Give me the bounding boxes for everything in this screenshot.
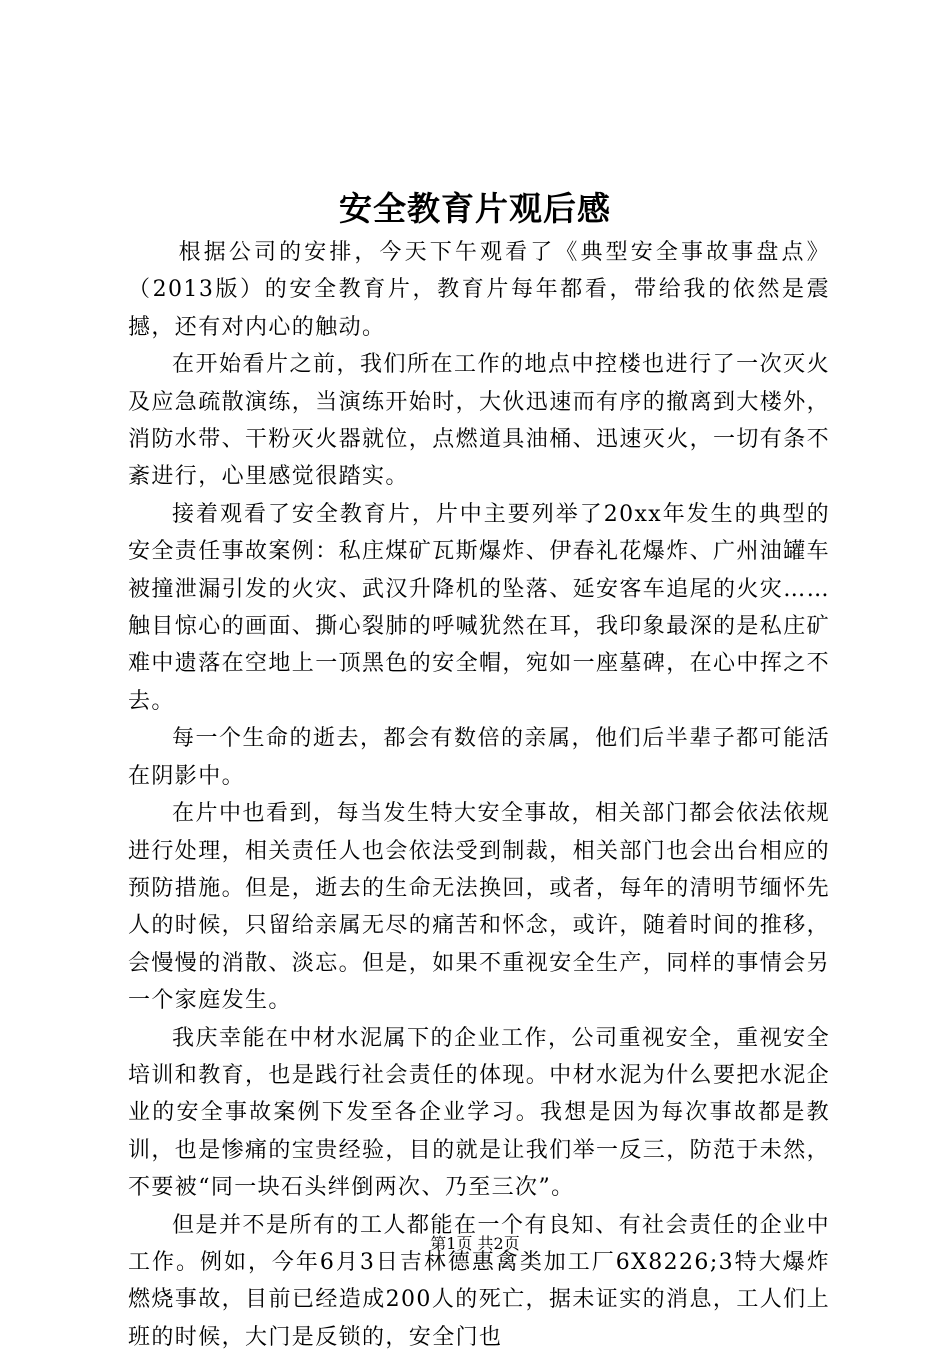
paragraph-1: 根据公司的安排，今天下午观看了《典型安全事故事盘点》（2013版）的安全教育片，教育片每年都看，带给我的依然是震撼，还有对内心的触动。 (128, 240, 830, 340)
document-title: 安全教育片观后感 (339, 189, 611, 228)
page-number-footer: 第1页 共2页 (430, 1234, 520, 1253)
paragraph-3: 接着观看了安全教育片，片中主要列举了20xx年发生的典型的安全责任事故案例：私庄煤矿瓦斯爆炸、伊春礼花爆炸、广州油罐车被撞泄漏引发的火灾、武汉升降机的坠落、延安客车追尾的火灾……触目惊心的画面、撕心裂肺的呼喊犹然在耳，我印象最深的是私庄矿难中遗落在空地上一顶黑色的安全帽，宛如一座墓碑，在心中挥之不去。 (128, 501, 831, 714)
paragraph-2: 在开始看片之前，我们所在工作的地点中控楼也进行了一次灭火及应急疏散演练，当演练开始时，大伙迅速而有序的撤离到大楼外，消防水带、干粉灭火器就位，点燃道具油桶、迅速灭火，一切有条不紊进行，心里感觉很踏实。 (128, 352, 831, 490)
paragraph-6: 我庆幸能在中材水泥属下的企业工作，公司重视安全，重视安全培训和教育，也是践行社会责任的体现。中材水泥为什么要把水泥企业的安全事故案例下发至各企业学习。我想是因为每次事故都是教训，也是惨痛的宝贵经验，目的就是让我们举一反三，防范于未然，不要被“同一块石头绊倒两次、乃至三次”。 (128, 1025, 831, 1201)
paragraph-5: 在片中也看到，每当发生特大安全事故，相关部门都会依法依规进行处理，相关责任人也会依法受到制裁，相关部门也会出台相应的预防措施。但是，逝去的生命无法换回，或者，每年的清明节缅怀先人的时候，只留给亲属无尽的痛苦和怀念，或许，随着时间的推移，会慢慢的消散、淡忘。但是，如果不重视安全生产，同样的事情会另一个家庭发生。 (128, 801, 831, 1014)
paragraph-4: 每一个生命的逝去，都会有数倍的亲属，他们后半辈子都可能活在阴影中。 (128, 726, 830, 789)
paragraph-7: 但是并不是所有的工人都能在一个有良知、有社会责任的企业中工作。例如，今年6月3日吉林德惠禽类加工厂6X8226;3特大爆炸燃烧事故，目前已经造成200人的死亡，据未证实的消息，工人们上班的时候，大门是反锁的，安全门也 (128, 1212, 830, 1350)
document-body (128, 234, 830, 1356)
